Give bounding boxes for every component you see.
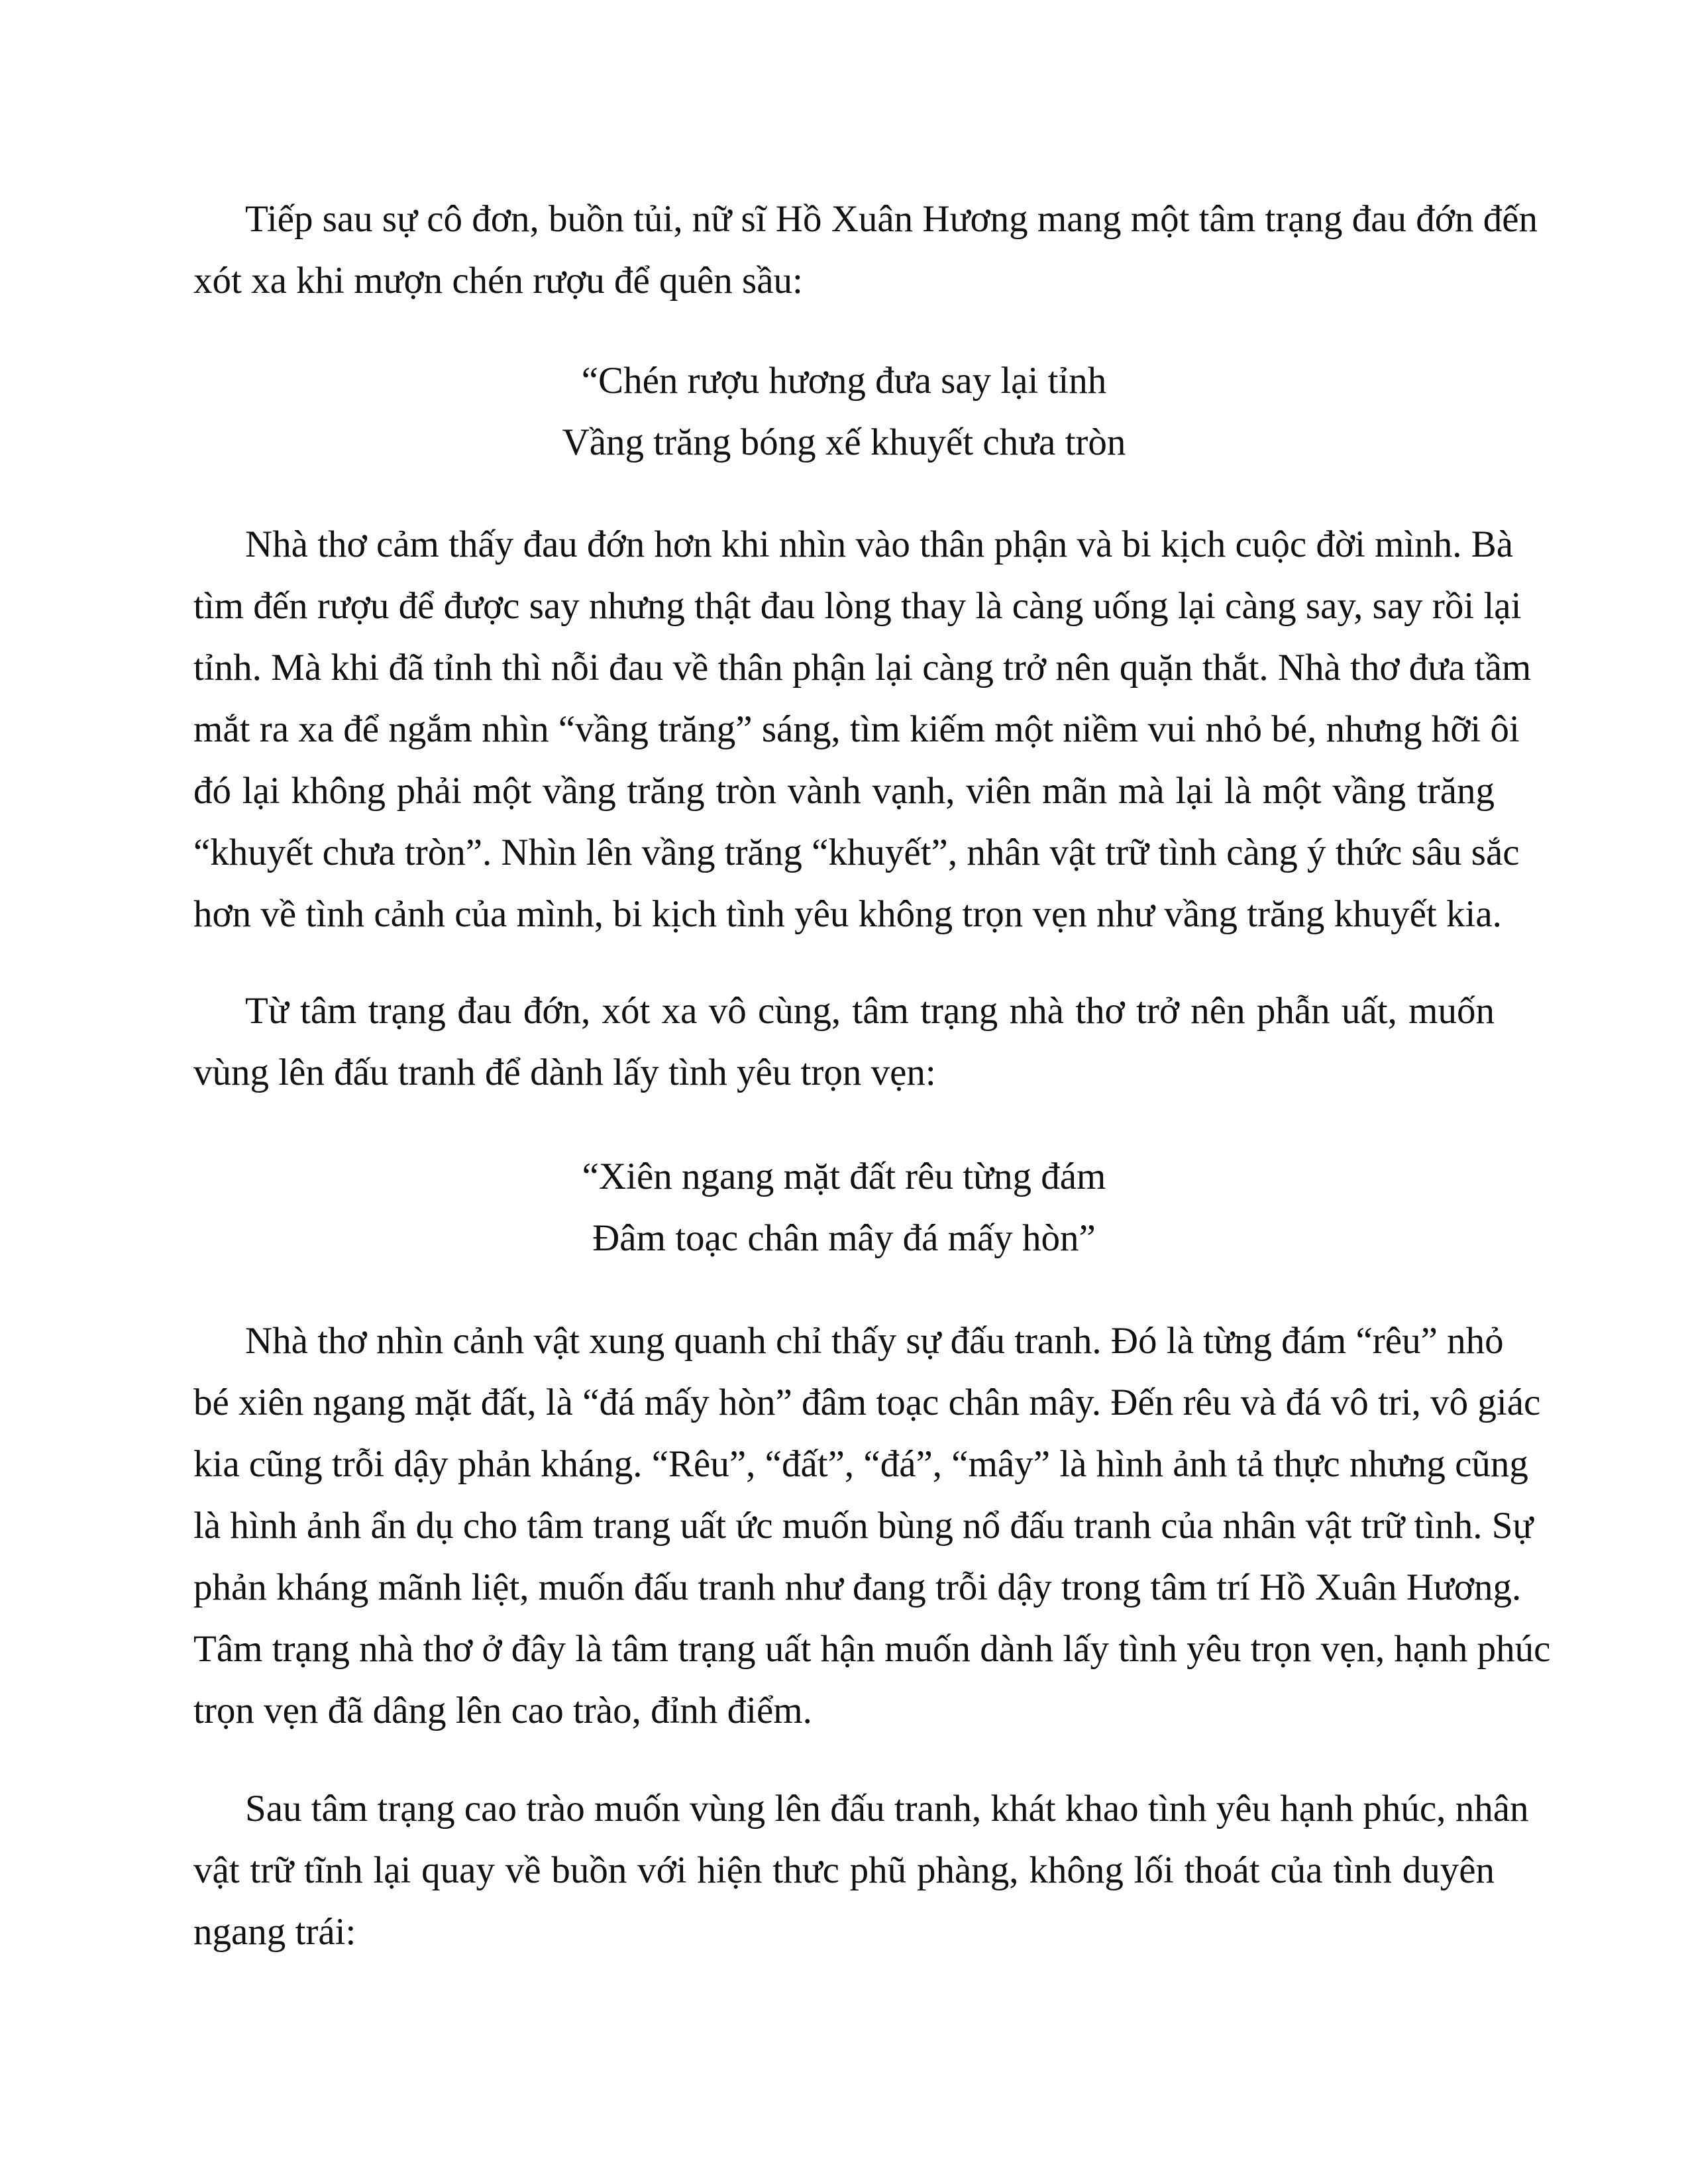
text-line: vùng lên đấu tranh để dành lấy tình yêu trọn vẹn: — [193, 1052, 936, 1093]
paragraph-3 — [193, 980, 1495, 1103]
verse-line: Đâm toạc chân mây đá mấy hòn” — [592, 1217, 1096, 1259]
verse-line: “Xiên ngang mặt đất rêu từng đám — [582, 1156, 1106, 1197]
text-line: Nhà thơ nhìn cảnh vật xung quanh chỉ thấy sự đấu tranh. Đó là từng đám “rêu” nhỏ — [245, 1320, 1504, 1362]
paragraph-5-text — [193, 1778, 1529, 1963]
text-line: Nhà thơ cảm thấy đau đớn hơn khi nhìn vào thân phận và bi kịch cuộc đời mình. Bà — [245, 523, 1514, 565]
text-line: trọn vẹn đã dâng lên cao trào, đỉnh điểm. — [193, 1690, 812, 1731]
text-line: kia cũng trỗi dậy phản kháng. “Rêu”, “đất”, “đá”, “mây” là hình ảnh tả thực nhưng cũng — [193, 1443, 1528, 1485]
text-line: tỉnh. Mà khi đã tỉnh thì nỗi đau về thân phận lại càng trở nên quặn thắt. Nhà thơ đưa tầm — [193, 647, 1532, 688]
paragraph-2 — [193, 514, 1532, 945]
text-line: mắt ra xa để ngắm nhìn “vầng trăng” sáng, tìm kiếm một niềm vui nhỏ bé, nhưng hỡi ôi — [193, 708, 1520, 750]
text-line: “khuyết chưa tròn”. Nhìn lên vầng trăng “khuyết”, nhân vật trữ tình càng ý thức sâu sắc — [193, 832, 1520, 873]
paragraph-2-text — [193, 514, 1532, 945]
verse-2 — [193, 1146, 1495, 1269]
text-line: Tâm trạng nhà thơ ở đây là tâm trạng uất hận muốn dành lấy tình yêu trọn vẹn, hạnh phúc — [193, 1628, 1551, 1670]
text-line: phản kháng mãnh liệt, muốn đấu tranh như đang trỗi dậy trong tâm trí Hồ Xuân Hương. — [193, 1566, 1522, 1608]
text-line: hơn về tình cảnh của mình, bi kịch tình yêu không trọn vẹn như vầng trăng khuyết kia. — [193, 893, 1502, 935]
text-line: là hình ảnh ẩn dụ cho tâm trang uất ức muốn bùng nổ đấu tranh của nhân vật trữ tình. Sự — [193, 1505, 1534, 1547]
verse-2-text — [193, 1146, 1495, 1269]
text-line: đó lại không phải một vầng trăng tròn vành vạnh, viên mãn mà lại là một vầng trăng — [193, 770, 1495, 812]
text-line: Sau tâm trạng cao trào muốn vùng lên đấu tranh, khát khao tình yêu hạnh phúc, nhân — [245, 1788, 1529, 1829]
verse-1-text — [193, 350, 1495, 473]
verse-line: Vầng trăng bóng xế khuyết chưa tròn — [562, 421, 1126, 463]
paragraph-4 — [193, 1310, 1551, 1741]
paragraph-5 — [193, 1778, 1529, 1963]
paragraph-1-text — [193, 188, 1538, 311]
verse-line: “Chén rượu hương đưa say lại tỉnh — [581, 360, 1107, 402]
text-line: Tiếp sau sự cô đơn, buồn tủi, nữ sĩ Hồ Xuân Hương mang một tâm trạng đau đớn đến — [245, 198, 1538, 240]
paragraph-4-text — [193, 1310, 1551, 1741]
text-line: vật trữ tĩnh lại quay về buồn với hiện thưc phũ phàng, không lối thoát của tình duyên — [193, 1849, 1495, 1891]
text-line: bé xiên ngang mặt đất, là “đá mấy hòn” đâm toạc chân mây. Đến rêu và đá vô tri, vô giác — [193, 1382, 1541, 1423]
verse-1 — [193, 350, 1495, 473]
text-line: tìm đến rượu để được say nhưng thật đau lòng thay là càng uống lại càng say, say rồi lại — [193, 585, 1522, 627]
text-line: xót xa khi mượn chén rượu để quên sầu: — [193, 260, 803, 301]
paragraph-3-text — [193, 980, 1495, 1103]
paragraph-1 — [193, 188, 1538, 311]
text-line: ngang trái: — [193, 1911, 356, 1953]
text-line: Từ tâm trạng đau đớn, xót xa vô cùng, tâm trạng nhà thơ trở nên phẫn uất, muốn — [245, 990, 1495, 1032]
